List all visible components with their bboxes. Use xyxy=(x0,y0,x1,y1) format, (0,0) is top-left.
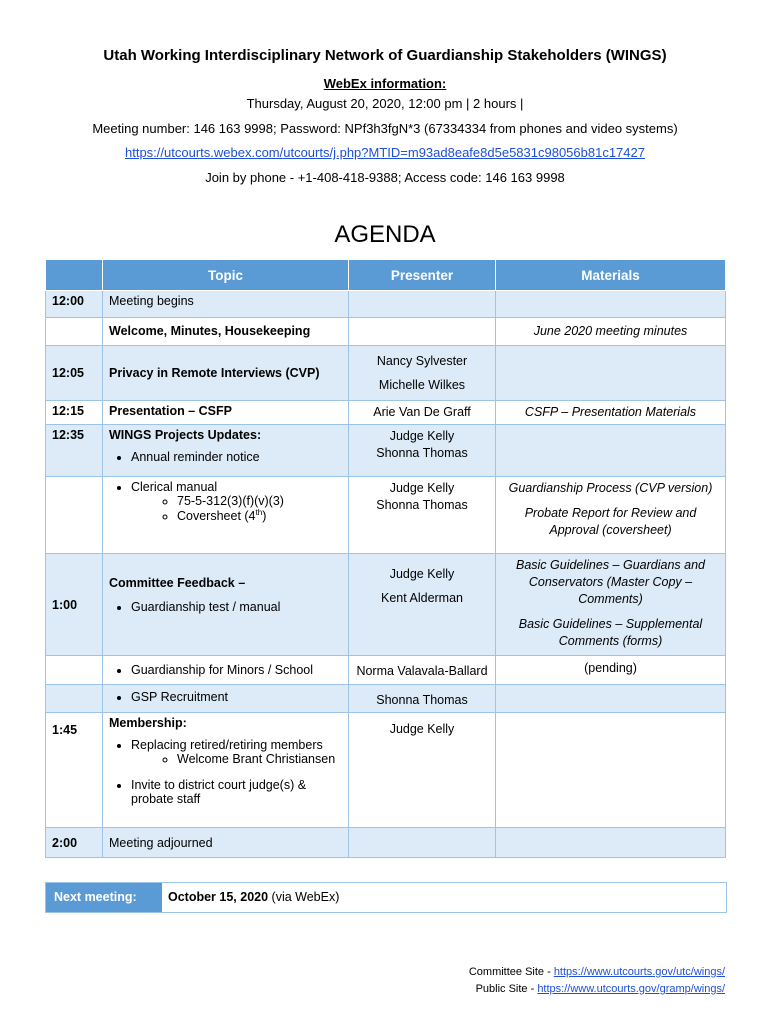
list-subitem: ◦ 75-5-312(3)(f)(v)(3) xyxy=(177,494,342,508)
list-item: • Annual reminder notice xyxy=(131,450,342,464)
row-topic: Welcome, Minutes, Housekeeping xyxy=(103,318,349,346)
phone-info: Join by phone - +1-408-418-9388; Access code: 146 163 9998 xyxy=(205,170,565,185)
meeting-datetime: Thursday, August 20, 2020, 12:00 pm | 2 hours | xyxy=(246,96,524,111)
webex-label: WebEx information: xyxy=(323,76,447,91)
row-topic: Committee Feedback – xyxy=(109,576,246,590)
presenter-name: Arie Van De Graff xyxy=(349,401,496,425)
presenter-name: Nancy Sylvester xyxy=(376,354,468,368)
table-row xyxy=(46,425,726,477)
next-meeting xyxy=(45,882,727,913)
presenter-name: Judge Kelly xyxy=(389,481,455,495)
row-topic: Privacy in Remote Interviews (CVP) xyxy=(103,346,349,401)
row-topic: Meeting begins xyxy=(103,291,349,318)
table-row xyxy=(46,656,726,685)
table-row xyxy=(46,713,726,828)
row-time: 1:45 xyxy=(46,713,103,828)
presenter-name: Norma Valavala-Ballard xyxy=(349,656,496,685)
row-time: 2:00 xyxy=(46,828,103,858)
agenda-title: AGENDA xyxy=(334,221,436,248)
row-topic: Meeting adjourned xyxy=(103,828,349,858)
row-time: 12:05 xyxy=(46,346,103,401)
row-topic: Presentation – CSFP xyxy=(103,401,349,425)
presenter-name: Shonna Thomas xyxy=(376,446,468,460)
row-material: Probate Report for Review and Approval (coversheet) xyxy=(524,506,697,537)
col-presenter: Presenter xyxy=(349,260,496,291)
presenter-name: Shonna Thomas xyxy=(376,498,468,512)
row-topic: Membership: xyxy=(109,716,187,730)
table-row xyxy=(46,685,726,713)
next-meeting-label: Next meeting: xyxy=(46,883,162,912)
presenter-name: Judge Kelly xyxy=(389,429,455,443)
meeting-number: Meeting number: 146 163 9998; Password: NPf3h3fgN*3 (67334334 from phones and video systems) xyxy=(92,121,678,136)
public-site-link[interactable]: https://www.utcourts.gov/gramp/wings/ xyxy=(537,983,725,995)
col-materials: Materials xyxy=(496,260,726,291)
list-subitem: ◦ Coversheet (4th) xyxy=(177,508,342,523)
list-item: • Guardianship test / manual xyxy=(131,600,342,614)
list-item: • Invite to district court judge(s) & probate staff xyxy=(131,778,342,806)
committee-site-link[interactable]: https://www.utcourts.gov/utc/wings/ xyxy=(553,966,725,978)
col-topic: Topic xyxy=(103,260,349,291)
agenda-table xyxy=(45,259,726,858)
presenter-name: Michelle Wilkes xyxy=(378,378,466,392)
row-time: 12:00 xyxy=(46,291,103,318)
row-material: CSFP – Presentation Materials xyxy=(496,401,726,425)
next-meeting-value: October 15, 2020 (via WebEx) xyxy=(168,890,340,904)
presenter-name: Kent Alderman xyxy=(381,591,463,605)
list-item: • Replacing retired/retiring members ◦ Welcome Brant Christiansen xyxy=(131,738,342,766)
table-header xyxy=(46,260,726,291)
org-title: Utah Working Interdisciplinary Network of Guardianship Stakeholders (WINGS) xyxy=(103,47,667,64)
list-item: • GSP Recruitment xyxy=(131,690,342,704)
table-row xyxy=(46,346,726,401)
table-row xyxy=(46,291,726,318)
committee-site: Committee Site - https://www.utcourts.gov/utc/wings/ xyxy=(468,966,725,978)
presenter-name: Shonna Thomas xyxy=(349,685,496,713)
table-row xyxy=(46,318,726,346)
list-item: • Clerical manual ◦ 75-5-312(3)(f)(v)(3) ◦ Coversheet (4th) xyxy=(131,480,342,523)
table-row xyxy=(46,477,726,554)
public-site: Public Site - https://www.utcourts.gov/gramp/wings/ xyxy=(475,983,725,995)
table-row xyxy=(46,828,726,858)
row-time: 12:35 xyxy=(46,425,103,477)
table-row xyxy=(46,401,726,425)
row-material: Basic Guidelines – Guardians and Conservators (Master Copy – Comments) xyxy=(515,558,705,606)
presenter-name: Judge Kelly xyxy=(349,713,496,828)
list-item: • Guardianship for Minors / School xyxy=(131,663,342,677)
row-time: 1:00 xyxy=(46,554,103,656)
row-topic: WINGS Projects Updates: xyxy=(109,428,262,442)
row-time: 12:15 xyxy=(46,401,103,425)
row-material: (pending) xyxy=(496,656,726,685)
list-subitem: ◦ Welcome Brant Christiansen xyxy=(177,752,342,766)
webex-link[interactable]: https://utcourts.webex.com/utcourts/j.php?MTID=m93ad8eafe8d5e5831c98056b81c17427 xyxy=(125,145,645,160)
col-time xyxy=(46,260,103,291)
row-material: Basic Guidelines – Supplemental Comments (forms) xyxy=(518,617,703,648)
row-material: Guardianship Process (CVP version) xyxy=(508,481,713,495)
row-material: June 2020 meeting minutes xyxy=(496,318,726,346)
table-row xyxy=(46,554,726,656)
presenter-name: Judge Kelly xyxy=(389,567,455,581)
